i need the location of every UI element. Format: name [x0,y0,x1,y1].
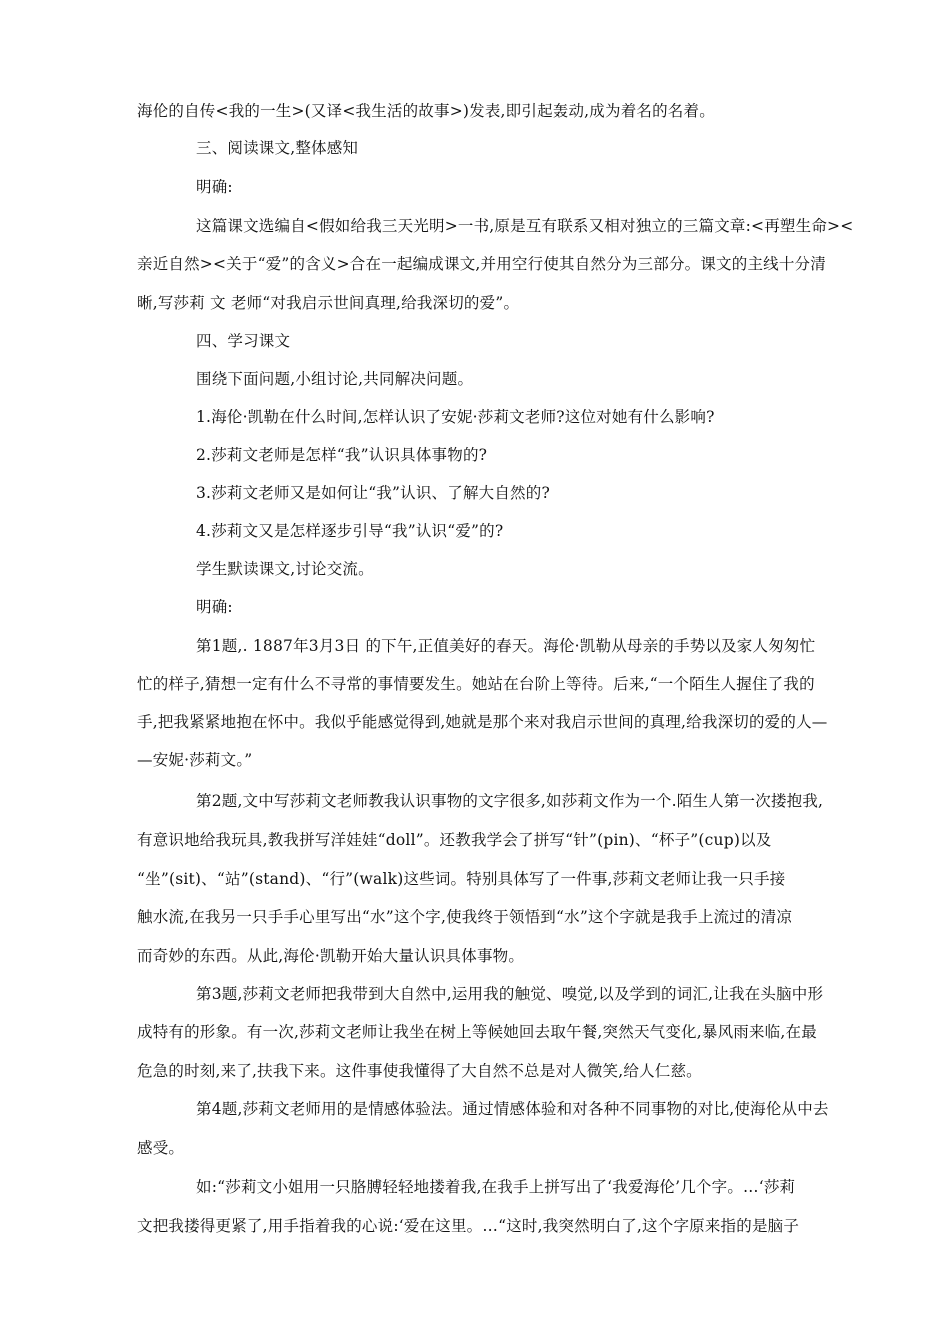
text-line: 感受。 [137,1139,185,1157]
text-line: 海伦的自传<我的一生>(又译<我生活的故事>)发表,即引起轰动,成为着名的名着。 [137,102,715,120]
text-line: 明确: [196,178,233,196]
text-line: 学生默读课文,讨论交流。 [196,560,374,578]
text-line: 有意识地给我玩具,教我拼写洋娃娃“doll”。还教我学会了拼写“针”(pin)、“杯子”(cup)以及 [137,831,772,849]
question-item: 1.海伦·凯勒在什么时间,怎样认识了安妮·莎莉文老师?这位对她有什么影响? [196,408,715,426]
text-line: 而奇妙的东西。从此,海伦·凯勒开始大量认识具体事物。 [137,947,525,965]
text-line: 亲近自然><关于“爱”的含义>合在一起编成课文,并用空行使其自然分为三部分。课文的主线十分清 [137,255,826,273]
text-line: 如:“莎莉文小姐用一只胳膊轻轻地搂着我,在我手上拼写出了‘我爱海伦’几个字。…‘莎莉 [196,1178,796,1196]
text-line: 这篇课文选编自<假如给我三天光明>一书,原是互有联系又相对独立的三篇文章:<再塑生命>< [196,217,854,235]
text-line: 围绕下面问题,小组讨论,共同解决问题。 [196,370,474,388]
text-line: “坐”(sit)、“站”(stand)、“行”(walk)这些词。特别具体写了一件事,莎莉文老师让我一只手接 [137,870,786,888]
text-line: 成特有的形象。有一次,莎莉文老师让我坐在树上等候她回去取午餐,突然天气变化,暴风雨来临,在最 [137,1023,817,1041]
question-item: 2.莎莉文老师是怎样“我”认识具体事物的? [196,446,488,464]
text-line: 第2题,文中写莎莉文老师教我认识事物的文字很多,如莎莉文作为一个.陌生人第一次搂抱我, [196,792,824,810]
text-line: 第4题,莎莉文老师用的是情感体验法。通过情感体验和对各种不同事物的对比,使海伦从中去 [196,1100,829,1118]
text-line: 明确: [196,598,233,616]
text-line: 文把我搂得更紧了,用手指着我的心说:‘爱在这里。…“这时,我突然明白了,这个字原来指的是脑子 [137,1217,800,1235]
text-line: 第1题,. 1887年3月3日 的下午,正值美好的春天。海伦·凯勒从母亲的手势以及家人匆匆忙 [196,637,816,655]
section-heading: 三、阅读课文,整体感知 [196,139,359,157]
text-line: 晰,写莎莉 文 老师“对我启示世间真理,给我深切的爱”。 [137,294,520,312]
text-line: 第3题,莎莉文老师把我带到大自然中,运用我的触觉、嗅觉,以及学到的词汇,让我在头脑中形 [196,985,824,1003]
question-item: 4.莎莉文又是怎样逐步引导“我”认识“爱”的? [196,522,504,540]
text-line: 手,把我紧紧地抱在怀中。我似乎能感觉得到,她就是那个来对我启示世间的真理,给我深切的爱的人— [137,713,828,731]
text-line: —安妮·莎莉文。” [137,751,253,769]
text-line: 触水流,在我另一只手手心里写出“水”这个字,使我终于领悟到“水”这个字就是我手上流过的清凉 [137,908,793,926]
question-item: 3.莎莉文老师又是如何让“我”认识、了解大自然的? [196,484,550,502]
section-heading: 四、学习课文 [196,332,291,350]
text-line: 忙的样子,猜想一定有什么不寻常的事情要发生。她站在台阶上等待。后来,“一个陌生人握住了我的 [137,675,815,693]
text-line: 危急的时刻,来了,扶我下来。这件事使我懂得了大自然不总是对人微笑,给人仁慈。 [137,1062,702,1080]
